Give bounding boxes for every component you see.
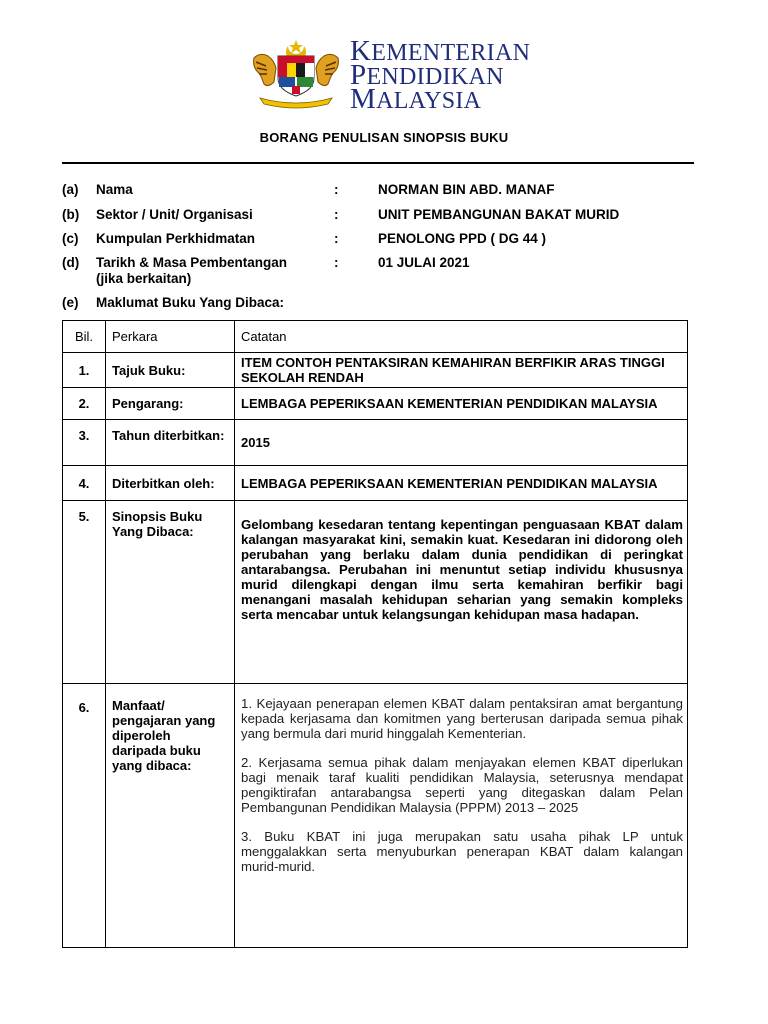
row-catatan: 2015: [235, 420, 688, 466]
row-bil: 4.: [63, 466, 106, 501]
table-row: [63, 466, 688, 501]
header-perkara: Perkara: [106, 321, 235, 353]
book-info-table: [62, 320, 688, 948]
row-perkara: Diterbitkan oleh:: [106, 466, 235, 501]
row-bil: 6.: [63, 684, 106, 948]
row-bil: 3.: [63, 420, 106, 466]
header-catatan: Catatan: [235, 321, 688, 353]
info-colon: :: [334, 231, 339, 246]
info-value: NORMAN BIN ABD. MANAF: [378, 182, 555, 197]
table-header-row: [63, 321, 688, 353]
benefit-point: 3. Buku KBAT ini juga merupakan satu usaha pihak LP untuk menggalakkan serta menyuburkan penerapan KBAT dalam kalangan murid-murid.: [241, 829, 683, 874]
row-bil: 5.: [63, 501, 106, 684]
info-value: 01 JULAI 2021: [378, 255, 470, 270]
info-letter: (c): [62, 231, 79, 246]
benefit-point: 1. Kejayaan penerapan elemen KBAT dalam pentaksiran amat bergantung kepada kerjasama dan komitmen yang berterusan daripada semua pihak yang bermula dari murid hinggalah Kementerian.: [241, 696, 683, 741]
form-title: BORANG PENULISAN SINOPSIS BUKU: [259, 130, 509, 145]
info-colon: :: [334, 207, 339, 222]
ministry-line-3: MALAYSIA: [350, 83, 482, 115]
info-value: UNIT PEMBANGUNAN BAKAT MURID: [378, 207, 620, 222]
info-letter: (e): [62, 295, 79, 310]
title-divider: [62, 162, 694, 164]
info-label: Sektor / Unit/ Organisasi: [96, 207, 253, 222]
benefits-cell: [235, 684, 688, 948]
header-bil: Bil.: [63, 321, 106, 353]
benefit-point: 2. Kerjasama semua pihak dalam menjayakan elemen KBAT diperlukan bagi menaik taraf kualiti pendidikan Malaysia, seterusnya mendapat pengiktirafan antarabangsa seperti yang ditegaskan dalam Pelan Pembangunan Pendidikan Malaysia (PPPM) 2013 – 2025: [241, 755, 683, 815]
row-bil: 2.: [63, 388, 106, 420]
info-colon: :: [334, 255, 339, 270]
row-catatan: LEMBAGA PEPERIKSAAN KEMENTERIAN PENDIDIKAN MALAYSIA: [235, 388, 688, 420]
info-colon: :: [334, 182, 339, 197]
row-perkara: Pengarang:: [106, 388, 235, 420]
row-bil: 1.: [63, 353, 106, 388]
info-letter: (d): [62, 255, 80, 270]
info-label: Nama: [96, 182, 133, 197]
synopsis-text: Gelombang kesedaran tentang kepentingan penguasaan KBAT dalam kalangan masyarakat kini, semakin kuat. Kesedaran ini didorong oleh perubahan yang berlaku dalam dunia pendidikan di peringkat antarabangsa. Perubahan ini menuntut setiap individu khususnya murid dilengkapi dengan ilmu serta kemahiran berfikir bagi menangani masalah kehidupan seharian yang semakin kompleks serta mencabar untuk kelangsungan kehidupan masa hadapan.: [235, 501, 688, 684]
row-perkara: Sinopsis Buku Yang Dibaca:: [106, 501, 235, 684]
row-perkara: Manfaat/ pengajaran yang diperoleh daripada buku yang dibaca:: [106, 684, 235, 948]
info-label: Maklumat Buku Yang Dibaca:: [96, 295, 285, 310]
info-label: Tarikh & Masa Pembentangan (jika berkaitan): [96, 255, 288, 286]
info-letter: (a): [62, 182, 79, 197]
table-row-synopsis: [63, 501, 688, 684]
row-perkara: Tahun diterbitkan:: [106, 420, 235, 466]
malaysia-coat-of-arms-icon: [248, 38, 344, 110]
info-letter: (b): [62, 207, 80, 222]
table-row: [63, 420, 688, 466]
row-catatan: LEMBAGA PEPERIKSAAN KEMENTERIAN PENDIDIKAN MALAYSIA: [235, 466, 688, 501]
info-value: PENOLONG PPD ( DG 44 ): [378, 231, 547, 246]
table-row-benefits: [63, 684, 688, 948]
ministry-line-1: KEMENTERIAN: [350, 35, 531, 67]
row-perkara: Tajuk Buku:: [106, 353, 235, 388]
table-row: [63, 388, 688, 420]
ministry-line-2: PENDIDIKAN: [350, 59, 504, 91]
info-label: Kumpulan Perkhidmatan: [96, 231, 256, 246]
ministry-wordmark: [350, 35, 531, 115]
row-catatan: ITEM CONTOH PENTAKSIRAN KEMAHIRAN BERFIKIR ARAS TINGGI SEKOLAH RENDAH: [235, 353, 688, 388]
table-row: [63, 353, 688, 388]
